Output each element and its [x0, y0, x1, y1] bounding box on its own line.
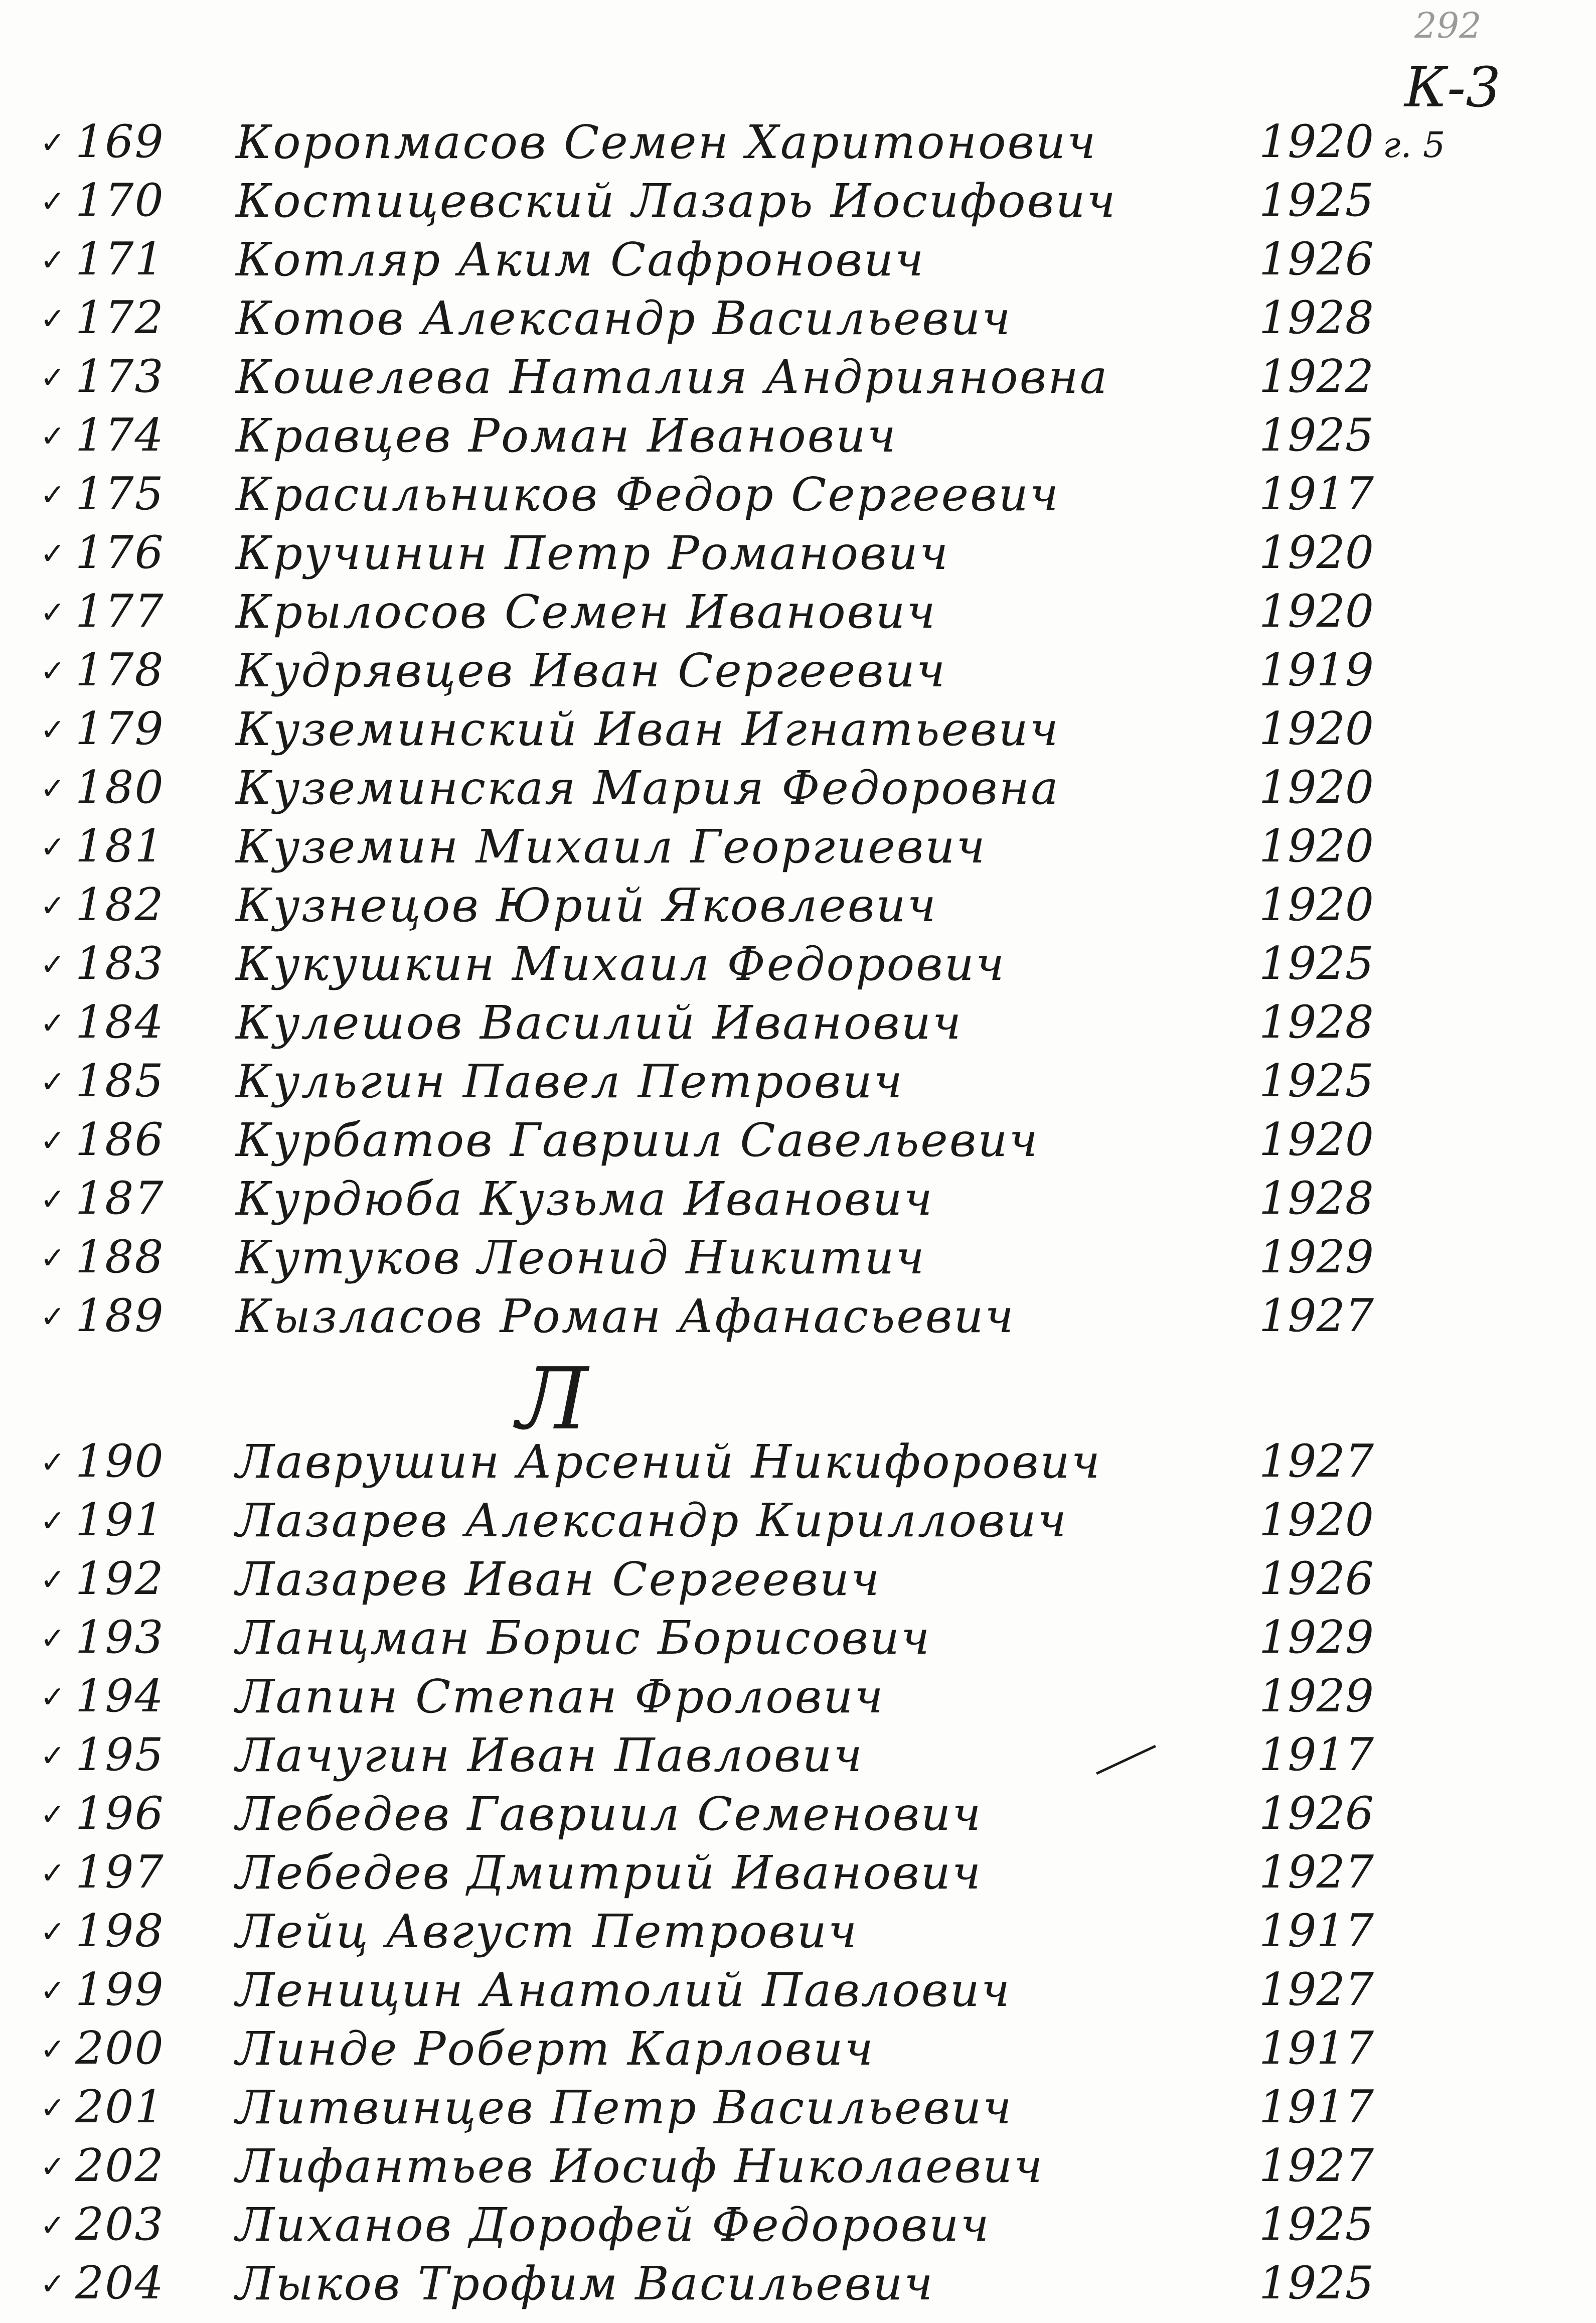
list-item [0, 761, 1596, 816]
list-item [0, 526, 1596, 582]
entry-year-value: 1928 [1259, 292, 1374, 344]
checkmark-icon: ✓ [40, 2208, 66, 2243]
entry-year-value: 1925 [1259, 2198, 1374, 2251]
list-item [0, 115, 1596, 171]
entry-number: 183 [75, 937, 165, 990]
list-item [0, 1905, 1596, 1960]
entry-year [1259, 761, 1383, 814]
list-item [0, 233, 1596, 288]
checkmark-icon: ✓ [40, 478, 66, 513]
checkmark-icon: ✓ [40, 1856, 66, 1891]
entry-year-value: 1925 [1259, 1055, 1374, 1107]
list-item [0, 1435, 1596, 1490]
entry-year [1259, 1670, 1383, 1722]
entry-number: 187 [75, 1172, 165, 1225]
entry-year [1259, 879, 1383, 931]
entry-name: Кульгин Павел Петрович [236, 1055, 904, 1108]
entry-name: Кудрявцев Иван Сергеевич [236, 644, 947, 697]
entry-year-value: 1926 [1259, 1787, 1374, 1840]
entry-year-value: 1920 [1259, 820, 1374, 873]
list-item [0, 702, 1596, 758]
entry-number: 192 [75, 1552, 165, 1605]
checkmark-icon: ✓ [40, 1241, 66, 1276]
entry-number: 188 [75, 1231, 165, 1283]
checkmark-icon: ✓ [40, 302, 66, 337]
entry-year-value: 1917 [1259, 1728, 1374, 1781]
entry-name: Кутуков Леонид Никитич [236, 1231, 926, 1284]
entry-year-value: 1917 [1259, 1905, 1374, 1957]
entry-name: Лыков Трофим Васильевич [236, 2257, 934, 2310]
checkmark-icon: ✓ [40, 830, 66, 865]
checkmark-icon: ✓ [40, 2032, 66, 2067]
checkmark-icon: ✓ [40, 1738, 66, 1774]
list-item [0, 409, 1596, 464]
entry-number: 173 [75, 350, 165, 403]
entry-year-value: 1925 [1259, 409, 1374, 462]
entry-year [1259, 1552, 1383, 1605]
entry-year-value: 1925 [1259, 2257, 1374, 2309]
checkmark-icon: ✓ [40, 1065, 66, 1100]
checkmark-icon: ✓ [40, 1621, 66, 1656]
entry-name: Котов Александр Васильевич [236, 292, 1012, 345]
checkmark-icon: ✓ [40, 1006, 66, 1041]
entry-number: 189 [75, 1289, 165, 1342]
checkmark-icon: ✓ [40, 125, 66, 161]
checkmark-icon: ✓ [40, 1562, 66, 1598]
checkmark-icon: ✓ [40, 1123, 66, 1158]
list-item [0, 1670, 1596, 1725]
checkmark-icon: ✓ [40, 654, 66, 689]
entry-number: 195 [75, 1728, 165, 1781]
entry-name: Кошелева Наталия Андрияновна [236, 350, 1109, 404]
list-item [0, 1611, 1596, 1666]
entry-year-value: 1925 [1259, 174, 1374, 227]
checkmark-icon: ✓ [40, 1504, 66, 1539]
entry-year [1259, 2139, 1383, 2192]
entry-year [1259, 585, 1383, 638]
list-item [0, 2022, 1596, 2077]
entry-name: Красильников Федор Сергеевич [236, 468, 1060, 521]
entry-name: Леницин Анатолий Павлович [236, 1963, 1012, 2017]
list-item [0, 1172, 1596, 1227]
list-item [0, 820, 1596, 875]
entry-year [1259, 526, 1383, 579]
checkmark-icon: ✓ [40, 184, 66, 219]
checkmark-icon: ✓ [40, 1680, 66, 1715]
entry-number: 180 [75, 761, 165, 814]
entry-year [1259, 1172, 1383, 1225]
entry-number: 194 [75, 1670, 165, 1722]
entry-year [1259, 1905, 1383, 1957]
entry-name: Лаврушин Арсений Никифорович [236, 1435, 1101, 1489]
entry-name: Курбатов Гавриил Савельевич [236, 1113, 1039, 1167]
checkmark-icon: ✓ [40, 536, 66, 571]
list-item [0, 2139, 1596, 2195]
entry-name: Курдюба Кузьма Иванович [236, 1172, 934, 1226]
entry-year [1259, 702, 1383, 755]
list-item [0, 1113, 1596, 1169]
checkmark-icon: ✓ [40, 1915, 66, 1950]
entry-name: Коропмасов Семен Харитонович [236, 115, 1097, 169]
entry-name: Лачугин Иван Павлович [236, 1728, 864, 1782]
list-item [0, 350, 1596, 405]
entry-year-value: 1929 [1259, 1670, 1374, 1722]
entry-number: 196 [75, 1787, 165, 1840]
list-item [0, 1494, 1596, 1549]
entry-year-value: 1917 [1259, 2022, 1374, 2075]
checkmark-icon: ✓ [40, 1973, 66, 2008]
entry-year [1259, 1728, 1383, 1781]
list-item [0, 2198, 1596, 2253]
entry-year-value: 1920 [1259, 526, 1374, 579]
entry-year [1259, 350, 1383, 403]
archive-code: К-3 [1404, 55, 1501, 119]
entry-name: Кравцев Роман Иванович [236, 409, 897, 463]
list-item [0, 1552, 1596, 1608]
entry-year-value: 1920 [1259, 702, 1374, 755]
entry-year [1259, 468, 1383, 520]
entry-year [1259, 644, 1383, 696]
list-item [0, 1787, 1596, 1842]
entry-year-value: 1920 [1259, 585, 1374, 638]
entry-name: Котляр Аким Сафронович [236, 233, 925, 286]
checkmark-icon: ✓ [40, 712, 66, 748]
checkmark-icon: ✓ [40, 889, 66, 924]
entry-number: 204 [75, 2257, 165, 2309]
entry-year-value: 1929 [1259, 1231, 1374, 1283]
entry-number: 203 [75, 2198, 165, 2251]
entry-year-value: 1928 [1259, 1172, 1374, 1225]
list-item [0, 174, 1596, 229]
checkmark-icon: ✓ [40, 771, 66, 806]
entry-year-value: 1917 [1259, 2081, 1374, 2133]
entry-name: Линде Роберт Карлович [236, 2022, 875, 2076]
entry-number: 201 [75, 2081, 165, 2133]
list-item [0, 1963, 1596, 2018]
entry-number: 182 [75, 879, 165, 931]
checkmark-icon: ✓ [40, 243, 66, 278]
entry-year [1259, 1055, 1383, 1107]
entry-name: Лазарев Александр Кириллович [236, 1494, 1068, 1547]
entry-number: 199 [75, 1963, 165, 2016]
checkmark-icon: ✓ [40, 360, 66, 395]
entry-number: 169 [75, 115, 165, 168]
entry-name: Куземинская Мария Федоровна [236, 761, 1060, 815]
entry-year [1259, 115, 1445, 168]
checkmark-icon: ✓ [40, 1182, 66, 1217]
entry-number: 191 [75, 1494, 165, 1546]
entry-number: 197 [75, 1846, 165, 1899]
entry-name: Лебедев Гавриил Семенович [236, 1787, 983, 1841]
entry-year [1259, 1435, 1383, 1488]
checkmark-icon: ✓ [40, 2149, 66, 2185]
entry-number: 170 [75, 174, 165, 227]
entry-name: Литвинцев Петр Васильевич [236, 2081, 1013, 2134]
list-item [0, 2257, 1596, 2312]
entry-year-value: 1919 [1259, 644, 1374, 696]
checkmark-icon: ✓ [40, 2091, 66, 2126]
checkmark-icon: ✓ [40, 2267, 66, 2302]
entry-number: 190 [75, 1435, 165, 1488]
entry-number: 178 [75, 644, 165, 696]
entry-number: 185 [75, 1055, 165, 1107]
entry-year [1259, 2198, 1383, 2251]
entry-year [1259, 2257, 1383, 2309]
entry-year [1259, 1231, 1383, 1283]
entry-year [1259, 1963, 1383, 2016]
entry-year-note: г. 5 [1383, 124, 1446, 166]
entry-name: Кулешов Василий Иванович [236, 996, 963, 1050]
entry-number: 176 [75, 526, 165, 579]
entry-year [1259, 174, 1383, 227]
list-item [0, 1289, 1596, 1345]
checkmark-icon: ✓ [40, 1445, 66, 1480]
entry-year-value: 1920 [1259, 1113, 1374, 1166]
entry-year-value: 1920 [1259, 761, 1374, 814]
entry-name: Костицевский Лазарь Иосифович [236, 174, 1117, 228]
entry-year [1259, 2081, 1383, 2133]
entry-number: 181 [75, 820, 165, 873]
entry-year [1259, 409, 1383, 462]
entry-name: Куземин Михаил Георгиевич [236, 820, 987, 874]
entry-number: 179 [75, 702, 165, 755]
entry-year [1259, 1611, 1383, 1664]
list-item [0, 996, 1596, 1051]
entry-year-value: 1920 [1259, 115, 1374, 168]
entry-year-value: 1920 [1259, 879, 1374, 931]
entry-name: Кукушкин Михаил Федорович [236, 937, 1006, 991]
entry-year [1259, 996, 1383, 1049]
entry-name: Лапин Степан Фролович [236, 1670, 885, 1723]
list-item [0, 644, 1596, 699]
entry-year-value: 1920 [1259, 1494, 1374, 1546]
entry-year-value: 1929 [1259, 1611, 1374, 1664]
checkmark-icon: ✓ [40, 947, 66, 982]
entry-name: Лазарев Иван Сергеевич [236, 1552, 881, 1606]
entry-year-value: 1926 [1259, 233, 1374, 285]
entry-year-value: 1925 [1259, 937, 1374, 990]
list-item [0, 879, 1596, 934]
checkmark-icon: ✓ [40, 1797, 66, 1832]
entry-year-value: 1917 [1259, 468, 1374, 520]
entry-year [1259, 292, 1383, 344]
entry-name: Крылосов Семен Иванович [236, 585, 937, 639]
entry-year-value: 1926 [1259, 1552, 1374, 1605]
list-item [0, 1055, 1596, 1110]
entry-year [1259, 1289, 1383, 1342]
entry-number: 186 [75, 1113, 165, 1166]
list-item [0, 1728, 1596, 1784]
entry-name: Куземинский Иван Игнатьевич [236, 702, 1060, 756]
entry-name: Ланцман Борис Борисович [236, 1611, 931, 1665]
entry-year [1259, 1113, 1383, 1166]
entry-year-value: 1927 [1259, 1846, 1374, 1899]
entry-year [1259, 1846, 1383, 1899]
entry-number: 193 [75, 1611, 165, 1664]
entry-name: Лейц Август Петрович [236, 1905, 859, 1958]
list-item [0, 937, 1596, 992]
entry-number: 172 [75, 292, 165, 344]
entry-number: 171 [75, 233, 165, 285]
entry-year [1259, 2022, 1383, 2075]
entry-name: Лифантьев Иосиф Николаевич [236, 2139, 1044, 2193]
entry-year [1259, 1787, 1383, 1840]
entry-year-value: 1927 [1259, 2139, 1374, 2192]
entry-year-value: 1922 [1259, 350, 1374, 403]
page-number: 292 [1414, 5, 1482, 46]
checkmark-icon: ✓ [40, 1299, 66, 1335]
checkmark-icon: ✓ [40, 419, 66, 454]
list-item [0, 1846, 1596, 1901]
list-item [0, 292, 1596, 347]
entry-number: 174 [75, 409, 165, 462]
entry-year-value: 1927 [1259, 1963, 1374, 2016]
section-letter: Л [517, 1350, 588, 1449]
entry-number: 200 [75, 2022, 165, 2075]
entry-name: Кручинин Петр Романович [236, 526, 950, 580]
entry-year [1259, 820, 1383, 873]
entry-name: Кызласов Роман Афанасьевич [236, 1289, 1015, 1343]
entry-number: 198 [75, 1905, 165, 1957]
entry-name: Кузнецов Юрий Яковлевич [236, 879, 937, 932]
entry-number: 202 [75, 2139, 165, 2192]
entry-year [1259, 937, 1383, 990]
entry-year-value: 1927 [1259, 1435, 1374, 1488]
entry-year [1259, 1494, 1383, 1546]
entry-name: Лебедев Дмитрий Иванович [236, 1846, 983, 1900]
list-item [0, 468, 1596, 523]
entry-name: Лиханов Дорофей Федорович [236, 2198, 991, 2252]
entry-number: 175 [75, 468, 165, 520]
entry-year-value: 1927 [1259, 1289, 1374, 1342]
entry-year [1259, 233, 1383, 285]
list-item [0, 2081, 1596, 2136]
entry-year-value: 1928 [1259, 996, 1374, 1049]
list-item [0, 1231, 1596, 1286]
entry-number: 184 [75, 996, 165, 1049]
checkmark-icon: ✓ [40, 595, 66, 630]
entry-number: 177 [75, 585, 165, 638]
list-item [0, 585, 1596, 640]
